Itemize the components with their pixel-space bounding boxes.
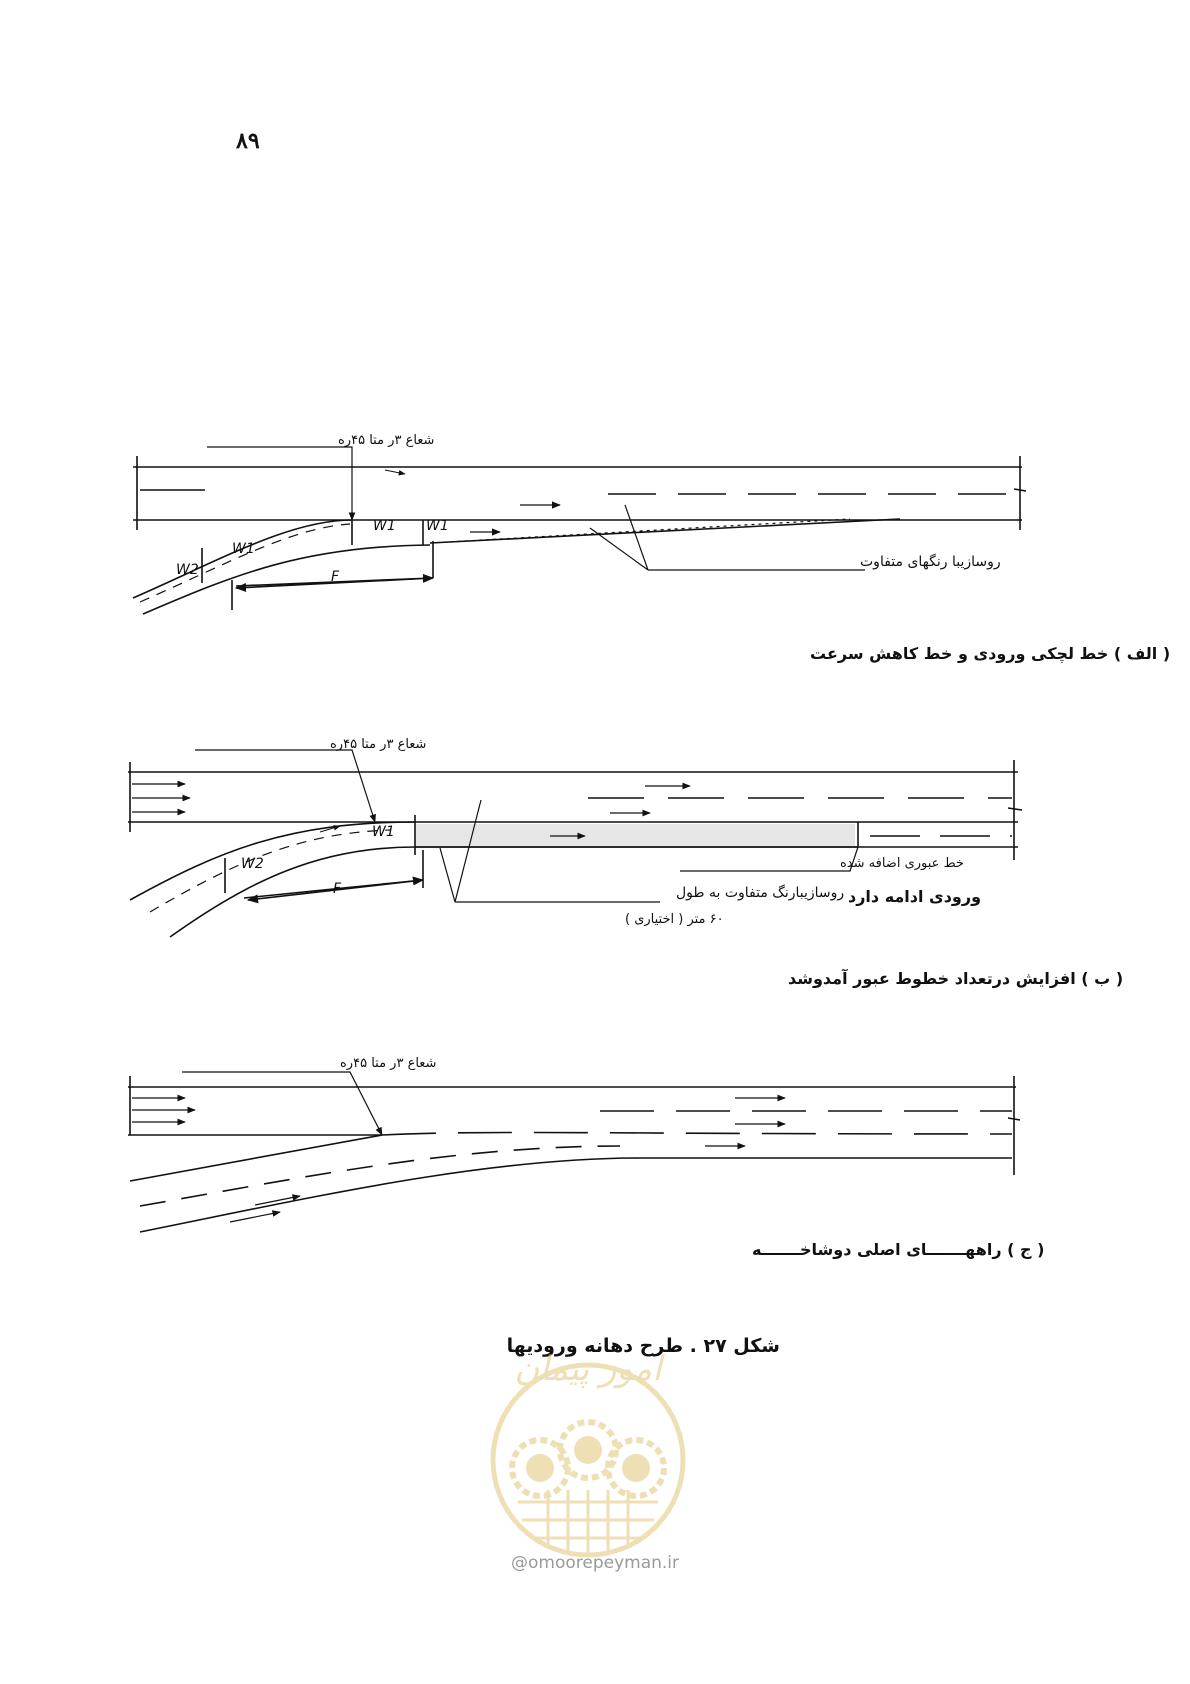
- panel-c-lane-line-3: [140, 1146, 620, 1206]
- panel-a-diagram: [133, 447, 1026, 614]
- panel-b-radius-note: شعاع ۳ر متا ۴۵ره: [330, 737, 427, 752]
- panel-b-added-lane-leader: [680, 847, 858, 871]
- panel-c-caption: ( ج ) راههـــــــای اصلی دوشاخـــــــه: [752, 1240, 1045, 1259]
- panel-a-radius-leader: [207, 447, 352, 520]
- figure-caption: شکل ۲۷ . طرح دهانه ورودیها: [506, 1335, 780, 1357]
- panel-b-pavement-leader: [440, 800, 660, 902]
- panel-b-w2-label: W2: [241, 856, 264, 872]
- panel-b-pavement-note: روسازیبارنگ متفاوت به طول: [676, 885, 845, 901]
- panel-b-ramp-inner: [170, 847, 415, 937]
- watermark-logo: [488, 1340, 688, 1570]
- panel-a-f-label: F: [331, 569, 340, 585]
- panel-b-w1-label: W1: [372, 824, 395, 840]
- panel-b-caption: ( ب ) افزایش درتعداد خطوط عبور آمدوشد: [788, 969, 1124, 988]
- panel-a-taper-dotted: [430, 519, 850, 543]
- watermark-url: @omoorepeyman.ir: [510, 1553, 680, 1573]
- panel-a-w1-label: W1: [232, 541, 255, 557]
- page-number: ۸۹: [236, 128, 260, 154]
- panel-b-radius-leader: [195, 750, 375, 822]
- panel-b-continues-note: ورودی ادامه دارد: [848, 887, 982, 906]
- panel-a-w1-label: W1: [373, 518, 396, 534]
- watermark-logo-script: امور پیمان: [514, 1349, 662, 1389]
- panel-a-pavement-leader: [590, 505, 865, 570]
- panel-a-radius-note: شعاع ۳ر متا ۴۵ره: [338, 433, 435, 448]
- panel-a-w1-label: W1: [426, 518, 449, 534]
- panel-a-pavement-note: روسازیبا رنگهای متفاوت: [860, 554, 1001, 570]
- panel-c-diagram: [128, 1072, 1020, 1232]
- panel-a-w2-label: W2: [176, 562, 199, 578]
- panel-b-added-lane-note: خط عبوری اضافه شده: [840, 856, 964, 871]
- panel-a-ramp-dash: [140, 524, 350, 602]
- panel-c-ramp-bottom-edge: [140, 1158, 1012, 1232]
- panel-c-radius-leader: [182, 1072, 382, 1135]
- panel-b-diagram: [128, 750, 1022, 937]
- panel-b-length-note: ۶۰ متر ( اختیاری ): [625, 912, 724, 927]
- panel-a-caption: ( الف ) خط لچکی ورودی و خط کاهش سرعت: [810, 644, 1171, 663]
- panel-b-added-lane-shading: [415, 824, 855, 846]
- panel-c-radius-note: شعاع ۳ر متا ۴۵ره: [340, 1056, 437, 1071]
- panel-b-f-label: F: [333, 881, 342, 897]
- panel-c-lane-line-2: [382, 1132, 1012, 1135]
- panel-c-merge-edge: [130, 1135, 382, 1181]
